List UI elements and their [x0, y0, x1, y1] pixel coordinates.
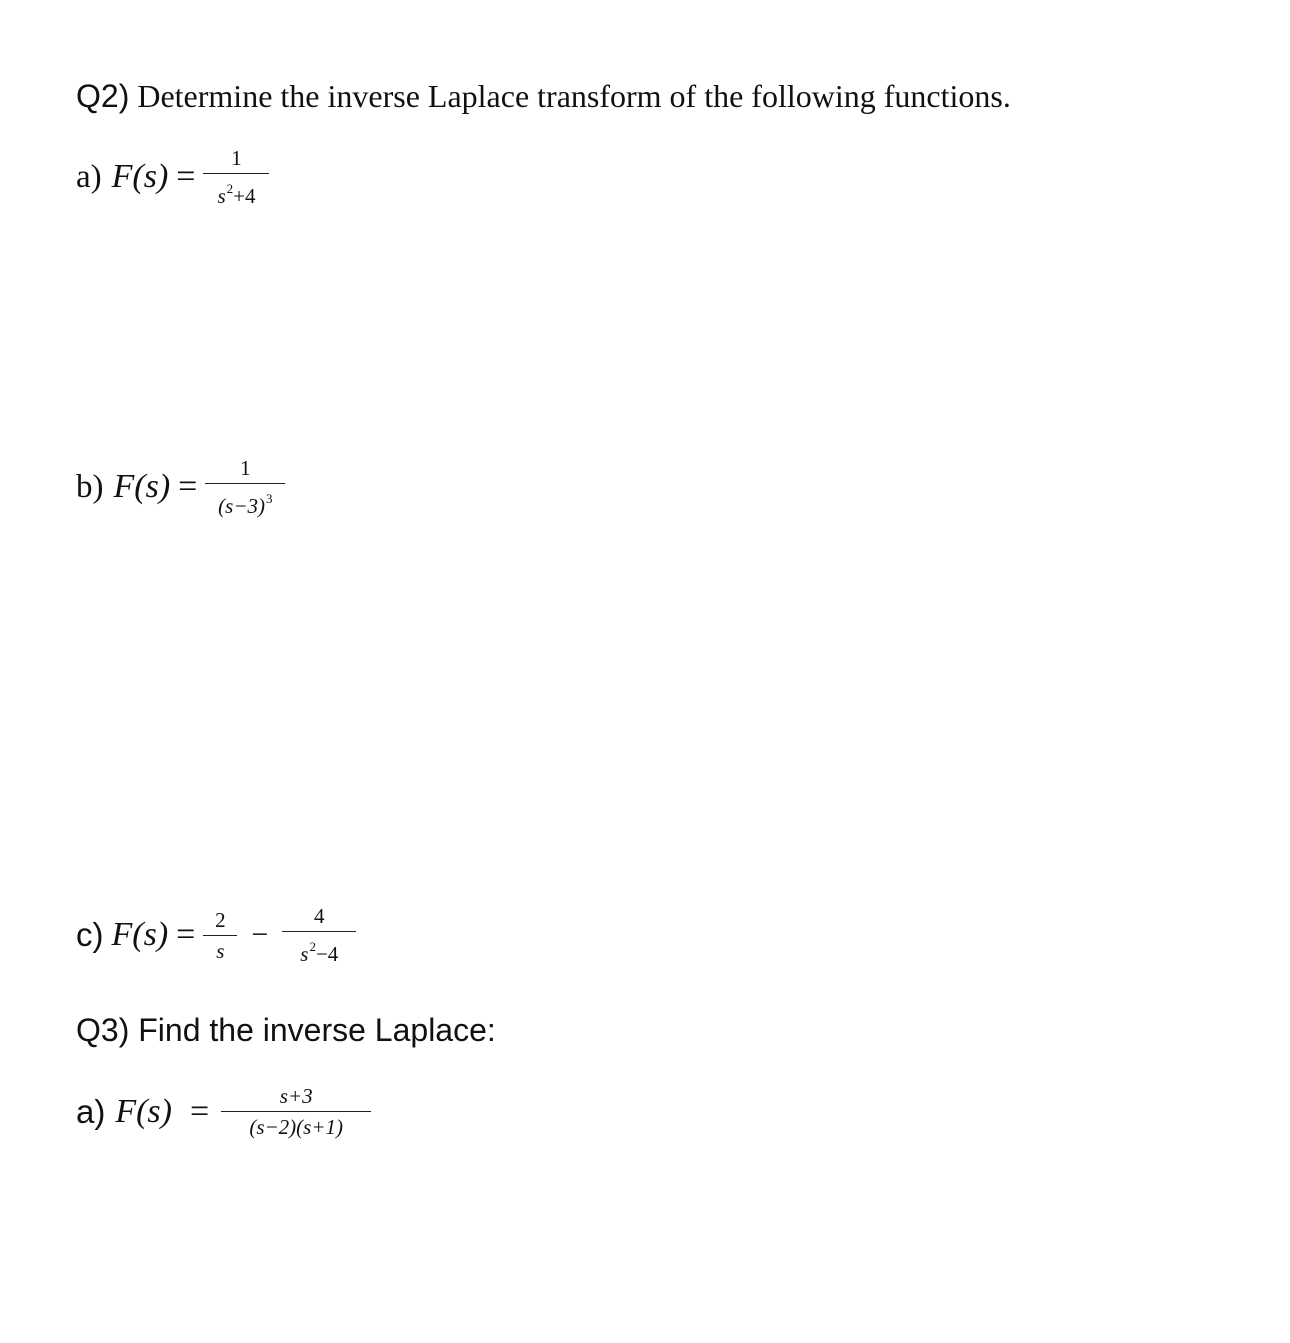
q3-part-a-eq: =	[190, 1092, 210, 1130]
part-c-term1	[203, 908, 237, 963]
q3-part-a-lhs: F(s)	[115, 1092, 172, 1130]
q2-heading	[76, 76, 1011, 116]
part-a-fraction	[203, 146, 269, 208]
q2-part-a	[76, 146, 269, 208]
part-c-term2-den-base: s	[300, 942, 309, 966]
part-b-numerator: 1	[205, 456, 285, 484]
part-b-label: b)	[76, 468, 104, 505]
q2-text: Determine the inverse Laplace transform of the following functions.	[137, 78, 1011, 114]
q3-part-a-numerator: s+3	[221, 1084, 371, 1112]
part-c-term2-den-rest: −4	[315, 942, 339, 966]
part-b-denominator	[212, 484, 278, 518]
part-c-eq: =	[176, 916, 196, 953]
part-c-operator: −	[251, 918, 269, 951]
part-c-term1-denominator: s	[216, 938, 225, 963]
part-c-term1-numerator: 2	[203, 908, 237, 936]
part-c-term2	[282, 904, 356, 966]
part-b-den-exp: 3	[266, 491, 273, 506]
part-a-denominator	[211, 174, 261, 208]
part-a-lhs: F(s)	[111, 158, 169, 195]
q3-part-a-denominator: (s−2)(s+1)	[249, 1115, 344, 1139]
q3-heading: Q3) Find the inverse Laplace:	[76, 1012, 496, 1048]
part-a-label: a)	[76, 158, 102, 195]
part-c-lhs: F(s)	[111, 916, 169, 953]
q2-label: Q2)	[76, 78, 130, 114]
part-c-label: c)	[76, 916, 104, 953]
q3-part-a	[76, 1084, 371, 1139]
part-b-eq: =	[178, 468, 198, 505]
part-a-eq: =	[176, 158, 196, 195]
part-a-den-exp: 2	[226, 181, 234, 196]
part-c-term2-denominator	[294, 932, 344, 966]
q3-part-a-fraction	[221, 1084, 371, 1139]
part-c-term2-numerator: 4	[282, 904, 356, 932]
part-b-lhs: F(s)	[113, 468, 171, 505]
part-b-den-base: (s−3)	[218, 494, 266, 518]
q2-part-b	[76, 456, 285, 518]
part-a-numerator: 1	[203, 146, 269, 174]
q3-part-a-label: a)	[76, 1092, 106, 1130]
part-b-fraction	[205, 456, 285, 518]
q2-part-c	[76, 904, 356, 966]
part-c-term2-den-exp: 2	[309, 939, 316, 954]
part-a-den-base: s	[217, 184, 226, 208]
part-a-den-rest: +4	[233, 184, 256, 208]
